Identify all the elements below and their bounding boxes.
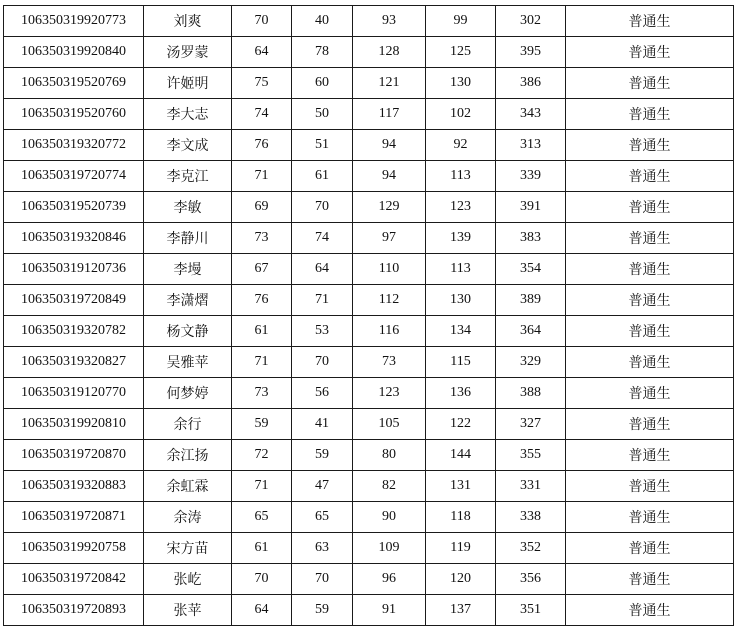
candidate-name-cell: 李潇熠	[144, 285, 232, 316]
score-1-cell: 61	[232, 533, 292, 564]
score-1-cell: 75	[232, 68, 292, 99]
score-4-cell: 130	[426, 285, 496, 316]
score-4-cell: 113	[426, 161, 496, 192]
score-3-cell: 110	[353, 254, 426, 285]
score-3-cell: 94	[353, 161, 426, 192]
score-1-cell: 64	[232, 37, 292, 68]
score-2-cell: 63	[292, 533, 353, 564]
score-1-cell: 71	[232, 471, 292, 502]
score-4-cell: 125	[426, 37, 496, 68]
score-1-cell: 65	[232, 502, 292, 533]
table-row	[4, 378, 734, 409]
candidate-id-cell: 106350319320827	[4, 347, 144, 378]
candidate-id-cell: 106350319520760	[4, 99, 144, 130]
student-type-cell: 普通生	[566, 68, 734, 99]
student-type-cell: 普通生	[566, 285, 734, 316]
total-score-cell: 395	[496, 37, 566, 68]
candidate-id-cell: 106350319120736	[4, 254, 144, 285]
score-1-cell: 72	[232, 440, 292, 471]
score-4-cell: 118	[426, 502, 496, 533]
student-type-cell: 普通生	[566, 254, 734, 285]
candidate-id-cell: 106350319320782	[4, 316, 144, 347]
candidate-name-cell: 张屹	[144, 564, 232, 595]
candidate-id-cell: 106350319320772	[4, 130, 144, 161]
score-3-cell: 117	[353, 99, 426, 130]
candidate-id-cell: 106350319720871	[4, 502, 144, 533]
student-type-cell: 普通生	[566, 378, 734, 409]
candidate-name-cell: 张苹	[144, 595, 232, 626]
score-1-cell: 71	[232, 347, 292, 378]
score-4-cell: 119	[426, 533, 496, 564]
score-4-cell: 99	[426, 6, 496, 37]
score-1-cell: 59	[232, 409, 292, 440]
candidate-id-cell: 106350319520739	[4, 192, 144, 223]
total-score-cell: 302	[496, 6, 566, 37]
table-row	[4, 68, 734, 99]
score-table	[3, 5, 734, 626]
score-1-cell: 70	[232, 564, 292, 595]
table-row	[4, 6, 734, 37]
score-3-cell: 94	[353, 130, 426, 161]
score-2-cell: 47	[292, 471, 353, 502]
candidate-id-cell: 106350319120770	[4, 378, 144, 409]
score-1-cell: 76	[232, 130, 292, 161]
total-score-cell: 338	[496, 502, 566, 533]
table-row	[4, 37, 734, 68]
score-2-cell: 40	[292, 6, 353, 37]
candidate-name-cell: 宋方苗	[144, 533, 232, 564]
score-table-body	[4, 6, 734, 626]
score-2-cell: 74	[292, 223, 353, 254]
candidate-id-cell: 106350319720842	[4, 564, 144, 595]
candidate-id-cell: 106350319320883	[4, 471, 144, 502]
candidate-id-cell: 106350319920758	[4, 533, 144, 564]
score-3-cell: 97	[353, 223, 426, 254]
total-score-cell: 343	[496, 99, 566, 130]
total-score-cell: 391	[496, 192, 566, 223]
score-3-cell: 121	[353, 68, 426, 99]
student-type-cell: 普通生	[566, 595, 734, 626]
score-1-cell: 73	[232, 378, 292, 409]
candidate-name-cell: 李墁	[144, 254, 232, 285]
score-2-cell: 65	[292, 502, 353, 533]
candidate-name-cell: 李敏	[144, 192, 232, 223]
score-3-cell: 93	[353, 6, 426, 37]
score-3-cell: 112	[353, 285, 426, 316]
total-score-cell: 389	[496, 285, 566, 316]
table-row	[4, 471, 734, 502]
total-score-cell: 355	[496, 440, 566, 471]
table-row	[4, 254, 734, 285]
score-2-cell: 59	[292, 595, 353, 626]
score-3-cell: 116	[353, 316, 426, 347]
score-2-cell: 56	[292, 378, 353, 409]
student-type-cell: 普通生	[566, 533, 734, 564]
score-2-cell: 61	[292, 161, 353, 192]
candidate-id-cell: 106350319920773	[4, 6, 144, 37]
candidate-id-cell: 106350319520769	[4, 68, 144, 99]
total-score-cell: 339	[496, 161, 566, 192]
score-4-cell: 137	[426, 595, 496, 626]
student-type-cell: 普通生	[566, 192, 734, 223]
table-row	[4, 440, 734, 471]
score-1-cell: 71	[232, 161, 292, 192]
candidate-id-cell: 106350319720893	[4, 595, 144, 626]
score-1-cell: 73	[232, 223, 292, 254]
score-2-cell: 51	[292, 130, 353, 161]
table-row	[4, 347, 734, 378]
candidate-name-cell: 余行	[144, 409, 232, 440]
total-score-cell: 388	[496, 378, 566, 409]
candidate-name-cell: 李大志	[144, 99, 232, 130]
student-type-cell: 普通生	[566, 130, 734, 161]
table-row	[4, 316, 734, 347]
student-type-cell: 普通生	[566, 471, 734, 502]
score-2-cell: 50	[292, 99, 353, 130]
candidate-name-cell: 吴雅苹	[144, 347, 232, 378]
score-4-cell: 131	[426, 471, 496, 502]
student-type-cell: 普通生	[566, 99, 734, 130]
table-row	[4, 130, 734, 161]
score-1-cell: 76	[232, 285, 292, 316]
total-score-cell: 313	[496, 130, 566, 161]
candidate-id-cell: 106350319720774	[4, 161, 144, 192]
score-2-cell: 64	[292, 254, 353, 285]
student-type-cell: 普通生	[566, 37, 734, 68]
score-4-cell: 136	[426, 378, 496, 409]
score-3-cell: 73	[353, 347, 426, 378]
candidate-name-cell: 汤罗蒙	[144, 37, 232, 68]
candidate-name-cell: 李文成	[144, 130, 232, 161]
student-type-cell: 普通生	[566, 502, 734, 533]
student-type-cell: 普通生	[566, 440, 734, 471]
total-score-cell: 327	[496, 409, 566, 440]
table-row	[4, 533, 734, 564]
candidate-name-cell: 许姬明	[144, 68, 232, 99]
candidate-name-cell: 余虹霖	[144, 471, 232, 502]
total-score-cell: 329	[496, 347, 566, 378]
total-score-cell: 383	[496, 223, 566, 254]
total-score-cell: 364	[496, 316, 566, 347]
table-row	[4, 564, 734, 595]
score-3-cell: 123	[353, 378, 426, 409]
score-3-cell: 90	[353, 502, 426, 533]
score-2-cell: 60	[292, 68, 353, 99]
score-1-cell: 70	[232, 6, 292, 37]
score-4-cell: 130	[426, 68, 496, 99]
table-row	[4, 161, 734, 192]
student-type-cell: 普通生	[566, 223, 734, 254]
candidate-id-cell: 106350319720870	[4, 440, 144, 471]
table-row	[4, 99, 734, 130]
student-type-cell: 普通生	[566, 161, 734, 192]
score-1-cell: 69	[232, 192, 292, 223]
candidate-id-cell: 106350319720849	[4, 285, 144, 316]
score-2-cell: 70	[292, 564, 353, 595]
score-2-cell: 71	[292, 285, 353, 316]
candidate-id-cell: 106350319320846	[4, 223, 144, 254]
total-score-cell: 352	[496, 533, 566, 564]
score-2-cell: 53	[292, 316, 353, 347]
student-type-cell: 普通生	[566, 6, 734, 37]
score-2-cell: 78	[292, 37, 353, 68]
score-4-cell: 120	[426, 564, 496, 595]
score-4-cell: 134	[426, 316, 496, 347]
score-2-cell: 70	[292, 192, 353, 223]
score-3-cell: 109	[353, 533, 426, 564]
score-4-cell: 122	[426, 409, 496, 440]
score-3-cell: 105	[353, 409, 426, 440]
score-1-cell: 64	[232, 595, 292, 626]
total-score-cell: 356	[496, 564, 566, 595]
table-row	[4, 502, 734, 533]
table-row	[4, 595, 734, 626]
score-4-cell: 113	[426, 254, 496, 285]
score-3-cell: 82	[353, 471, 426, 502]
score-2-cell: 59	[292, 440, 353, 471]
score-4-cell: 139	[426, 223, 496, 254]
table-row	[4, 223, 734, 254]
candidate-name-cell: 刘爽	[144, 6, 232, 37]
table-row	[4, 285, 734, 316]
score-1-cell: 67	[232, 254, 292, 285]
candidate-name-cell: 李克江	[144, 161, 232, 192]
score-1-cell: 74	[232, 99, 292, 130]
candidate-name-cell: 余江扬	[144, 440, 232, 471]
score-2-cell: 70	[292, 347, 353, 378]
score-3-cell: 128	[353, 37, 426, 68]
candidate-name-cell: 何梦婷	[144, 378, 232, 409]
score-4-cell: 92	[426, 130, 496, 161]
candidate-name-cell: 杨文静	[144, 316, 232, 347]
score-4-cell: 115	[426, 347, 496, 378]
candidate-name-cell: 李静川	[144, 223, 232, 254]
total-score-cell: 386	[496, 68, 566, 99]
score-4-cell: 144	[426, 440, 496, 471]
total-score-cell: 354	[496, 254, 566, 285]
score-2-cell: 41	[292, 409, 353, 440]
student-type-cell: 普通生	[566, 347, 734, 378]
student-type-cell: 普通生	[566, 564, 734, 595]
table-row	[4, 409, 734, 440]
score-4-cell: 123	[426, 192, 496, 223]
score-3-cell: 91	[353, 595, 426, 626]
score-4-cell: 102	[426, 99, 496, 130]
table-row	[4, 192, 734, 223]
candidate-name-cell: 余涛	[144, 502, 232, 533]
candidate-id-cell: 106350319920810	[4, 409, 144, 440]
student-type-cell: 普通生	[566, 409, 734, 440]
total-score-cell: 351	[496, 595, 566, 626]
total-score-cell: 331	[496, 471, 566, 502]
student-type-cell: 普通生	[566, 316, 734, 347]
score-3-cell: 129	[353, 192, 426, 223]
candidate-id-cell: 106350319920840	[4, 37, 144, 68]
score-3-cell: 80	[353, 440, 426, 471]
score-3-cell: 96	[353, 564, 426, 595]
score-1-cell: 61	[232, 316, 292, 347]
